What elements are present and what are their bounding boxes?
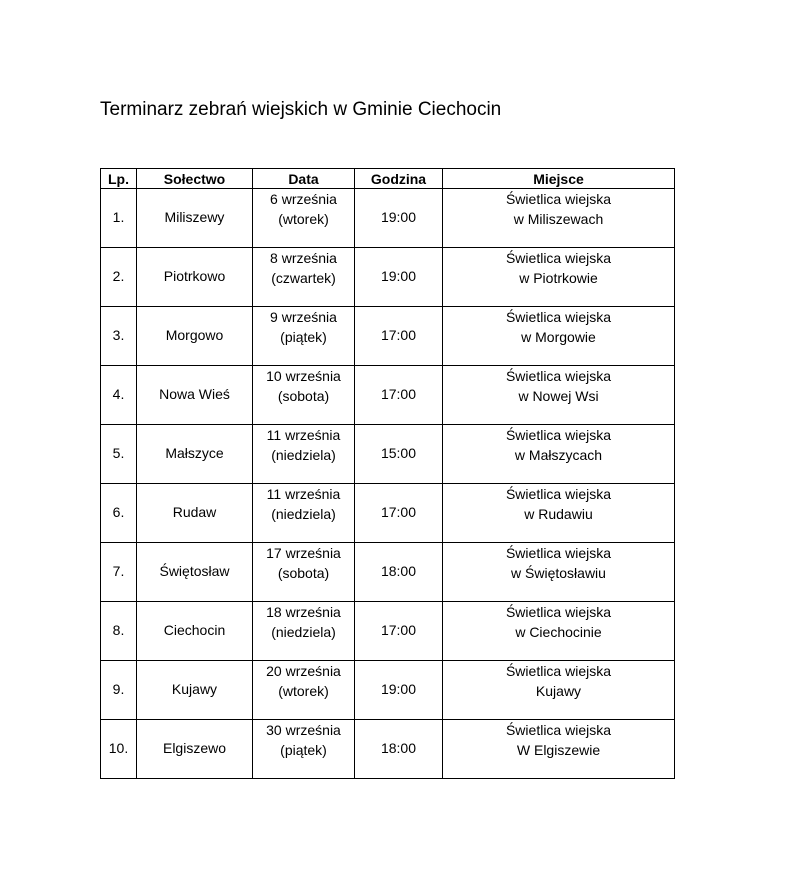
cell-solectwo: Kujawy — [137, 661, 253, 720]
place-line2: w Ciechocinie — [515, 623, 602, 640]
date-line1: 8 września — [270, 250, 337, 266]
date-line2: (niedziela) — [271, 623, 336, 640]
place-line2: w Świętosławiu — [511, 564, 606, 581]
cell-lp: 6. — [101, 484, 137, 543]
cell-solectwo: Małszyce — [137, 425, 253, 484]
place-line1: Świetlica wiejska — [505, 368, 612, 384]
date-line2: (sobota) — [277, 387, 330, 404]
table-row — [101, 366, 675, 425]
cell-miejsce — [443, 248, 675, 307]
cell-miejsce — [443, 602, 675, 661]
cell-miejsce — [443, 661, 675, 720]
header-lp: Lp. — [101, 169, 137, 189]
header-miejsce: Miejsce — [443, 169, 675, 189]
cell-lp: 3. — [101, 307, 137, 366]
date-line2: (niedziela) — [271, 446, 336, 463]
cell-solectwo: Nowa Wieś — [137, 366, 253, 425]
cell-date — [253, 543, 355, 602]
place-line1: Świetlica wiejska — [505, 486, 612, 502]
date-line1: 18 września — [266, 604, 341, 620]
cell-godzina: 17:00 — [355, 602, 443, 661]
cell-godzina: 19:00 — [355, 248, 443, 307]
cell-godzina: 15:00 — [355, 425, 443, 484]
date-line1: 30 września — [266, 722, 341, 738]
cell-lp: 7. — [101, 543, 137, 602]
place-line2: w Miliszewach — [513, 210, 604, 227]
cell-date — [253, 720, 355, 779]
place-line2: w Rudawiu — [524, 505, 593, 522]
date-line2: (piątek) — [280, 741, 327, 758]
place-line1: Świetlica wiejska — [505, 309, 612, 325]
cell-godzina: 17:00 — [355, 366, 443, 425]
date-line2: (piątek) — [280, 328, 327, 345]
place-line2: w Morgowie — [521, 328, 596, 345]
cell-miejsce — [443, 484, 675, 543]
cell-godzina: 18:00 — [355, 543, 443, 602]
date-line2: (niedziela) — [271, 505, 336, 522]
header-data: Data — [253, 169, 355, 189]
cell-miejsce — [443, 189, 675, 248]
cell-date — [253, 425, 355, 484]
cell-godzina: 18:00 — [355, 720, 443, 779]
cell-lp: 10. — [101, 720, 137, 779]
cell-godzina: 19:00 — [355, 189, 443, 248]
cell-lp: 8. — [101, 602, 137, 661]
cell-solectwo: Miliszewy — [137, 189, 253, 248]
date-line2: (czwartek) — [271, 269, 336, 286]
cell-solectwo: Elgiszewo — [137, 720, 253, 779]
table-row — [101, 720, 675, 779]
table-header-row — [101, 169, 675, 189]
cell-miejsce — [443, 366, 675, 425]
cell-miejsce — [443, 307, 675, 366]
date-line1: 17 września — [266, 545, 341, 561]
table-row — [101, 248, 675, 307]
date-line1: 11 września — [266, 486, 341, 502]
cell-godzina: 19:00 — [355, 661, 443, 720]
cell-date — [253, 484, 355, 543]
table-body — [101, 189, 675, 779]
place-line1: Świetlica wiejska — [505, 250, 612, 266]
cell-lp: 4. — [101, 366, 137, 425]
table-row — [101, 661, 675, 720]
table-row — [101, 484, 675, 543]
cell-date — [253, 661, 355, 720]
cell-miejsce — [443, 425, 675, 484]
cell-miejsce — [443, 543, 675, 602]
date-line1: 6 września — [270, 191, 337, 207]
header-solectwo: Sołectwo — [137, 169, 253, 189]
place-line1: Świetlica wiejska — [505, 427, 612, 443]
cell-date — [253, 189, 355, 248]
date-line2: (sobota) — [277, 564, 330, 581]
cell-lp: 2. — [101, 248, 137, 307]
date-line1: 20 września — [266, 663, 341, 679]
cell-lp: 1. — [101, 189, 137, 248]
cell-date — [253, 307, 355, 366]
place-line1: Świetlica wiejska — [505, 545, 612, 561]
header-godzina: Godzina — [355, 169, 443, 189]
meeting-schedule-table — [100, 168, 675, 779]
cell-lp: 9. — [101, 661, 137, 720]
table-row — [101, 543, 675, 602]
cell-solectwo: Rudaw — [137, 484, 253, 543]
date-line1: 11 września — [266, 427, 341, 443]
cell-solectwo: Ciechocin — [137, 602, 253, 661]
cell-miejsce — [443, 720, 675, 779]
place-line1: Świetlica wiejska — [505, 604, 612, 620]
cell-solectwo: Świętosław — [137, 543, 253, 602]
cell-date — [253, 366, 355, 425]
date-line1: 10 września — [266, 368, 341, 384]
cell-solectwo: Morgowo — [137, 307, 253, 366]
cell-godzina: 17:00 — [355, 484, 443, 543]
document-title: Terminarz zebrań wiejskich w Gminie Ciechocin — [100, 99, 502, 120]
cell-solectwo: Piotrkowo — [137, 248, 253, 307]
date-line2: (wtorek) — [278, 210, 329, 227]
table-row — [101, 189, 675, 248]
place-line2: W Elgiszewie — [516, 741, 601, 758]
table-row — [101, 307, 675, 366]
date-line1: 9 września — [270, 309, 337, 325]
cell-date — [253, 602, 355, 661]
table-row — [101, 425, 675, 484]
table-row — [101, 602, 675, 661]
cell-date — [253, 248, 355, 307]
place-line2: w Nowej Wsi — [518, 387, 599, 404]
place-line1: Świetlica wiejska — [505, 191, 612, 207]
place-line2: Kujawy — [535, 682, 582, 699]
cell-lp: 5. — [101, 425, 137, 484]
place-line2: w Piotrkowie — [519, 269, 598, 286]
place-line2: w Małszycach — [514, 446, 603, 463]
date-line2: (wtorek) — [278, 682, 329, 699]
cell-godzina: 17:00 — [355, 307, 443, 366]
place-line1: Świetlica wiejska — [505, 663, 612, 679]
place-line1: Świetlica wiejska — [505, 722, 612, 738]
